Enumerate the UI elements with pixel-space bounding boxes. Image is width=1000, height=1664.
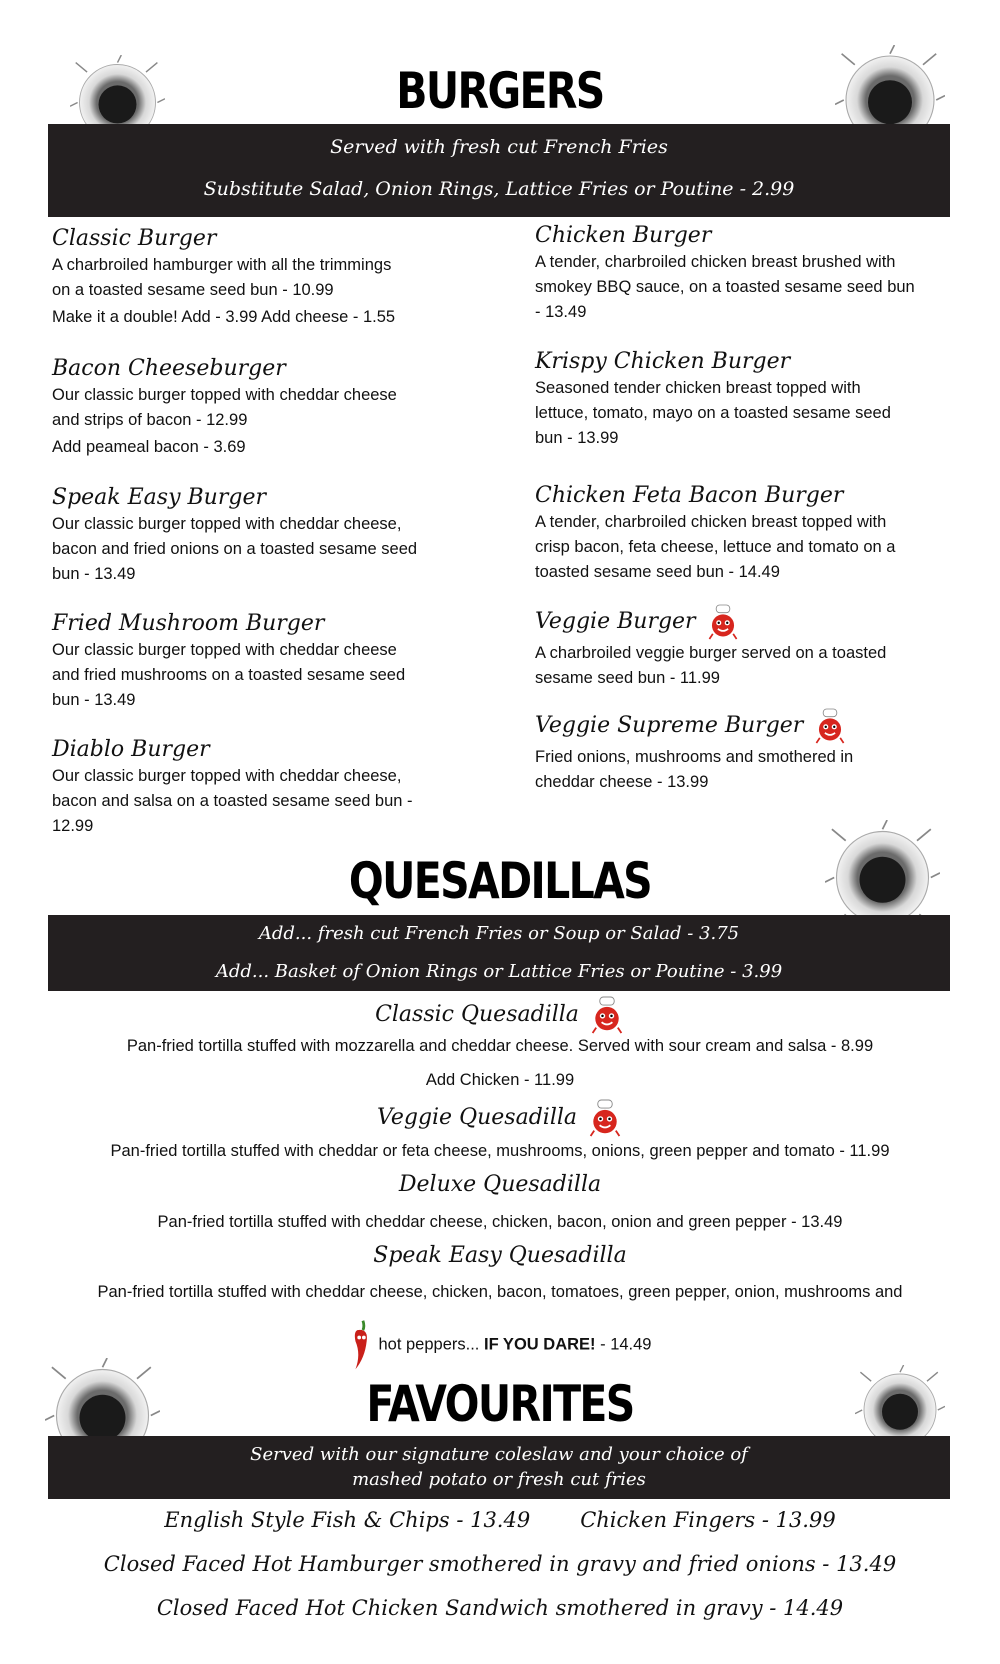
burgers-band-line2: Substitute Salad, Onion Rings, Lattice Fries or Poutine - 2.99	[203, 178, 795, 200]
item-desc: smokey BBQ sauce, on a toasted sesame seed bun	[535, 278, 915, 296]
item-name: Diablo Burger	[52, 737, 210, 762]
menu-item-veggie-supreme-burger	[535, 707, 965, 795]
quesadillas-band-line1: Add... fresh cut French Fries or Soup or Salad - 3.75	[258, 923, 740, 944]
item-name: Chicken Feta Bacon Burger	[535, 483, 844, 508]
chili-pepper-icon	[348, 1318, 376, 1372]
favourites-row-1	[0, 1508, 1000, 1532]
burgers-band	[48, 124, 950, 217]
item-desc: Seasoned tender chicken breast topped with	[535, 379, 861, 397]
item-desc: A charbroiled veggie burger served on a toasted	[535, 644, 887, 662]
menu-item-fried-mushroom-burger	[52, 610, 472, 713]
item-desc: Fried onions, mushrooms and smothered in	[535, 748, 854, 766]
item-name: Speak Easy Burger	[52, 485, 266, 510]
menu-item-speak-easy-burger	[52, 484, 472, 587]
classic-quesadilla-desc: Pan-fried tortilla stuffed with mozzarella and cheddar cheese. Served with sour cream and salsa - 8.99	[126, 1037, 874, 1055]
item-desc: on a toasted sesame seed bun - 10.99	[52, 281, 334, 299]
item-name: Classic Burger	[52, 226, 217, 251]
item-desc: cheddar cheese - 13.99	[535, 773, 709, 791]
menu-item-chicken-burger	[535, 222, 965, 325]
menu-item-bacon-cheeseburger	[52, 355, 472, 460]
speak-easy-quesadilla-desc-2: hot peppers... IF YOU DARE! - 14.49	[0, 1318, 1000, 1372]
menu-item-veggie-burger	[535, 603, 965, 691]
quesadillas-band-line2: Add... Basket of Onion Rings or Lattice Fries or Poutine - 3.99	[215, 961, 783, 982]
item-name: Veggie Supreme Burger	[535, 707, 965, 745]
item-desc: Our classic burger topped with cheddar cheese,	[52, 767, 402, 785]
item-desc: bun - 13.49	[52, 691, 136, 709]
item-desc: and strips of bacon - 12.99	[52, 411, 248, 429]
tomato-chef-icon	[589, 995, 625, 1035]
item-desc: bun - 13.49	[52, 565, 136, 583]
tomato-chef-icon	[587, 1098, 623, 1138]
veggie-quesadilla-desc: Pan-fried tortilla stuffed with cheddar or feta cheese, mushrooms, onions, green pepper and tomato - 11.99	[110, 1142, 890, 1160]
item-desc: bun - 13.99	[535, 429, 619, 447]
classic-quesadilla-add: Add Chicken - 11.99	[425, 1071, 575, 1089]
burgers-band-line1: Served with fresh cut French Fries	[330, 136, 668, 158]
item-desc: bacon and salsa on a toasted sesame seed bun -	[52, 792, 413, 810]
menu-item-krispy-chicken-burger	[535, 348, 965, 451]
item-name: Fried Mushroom Burger	[52, 611, 325, 636]
deluxe-quesadilla-name: Deluxe Quesadilla	[398, 1172, 602, 1197]
item-desc: crisp bacon, feta cheese, lettuce and tomato on a	[535, 538, 896, 556]
favourites-row-3: Closed Faced Hot Chicken Sandwich smothered in gravy - 14.49	[156, 1596, 844, 1620]
deluxe-quesadilla-desc: Pan-fried tortilla stuffed with cheddar cheese, chicken, bacon, onion and green pepper - 13.49	[157, 1213, 843, 1231]
item-desc: A charbroiled hamburger with all the trimmings	[52, 256, 392, 274]
favourites-title: FAVOURITES	[366, 1375, 634, 1433]
item-desc: toasted sesame seed bun - 14.49	[535, 563, 780, 581]
item-desc: lettuce, tomato, mayo on a toasted sesame seed	[535, 404, 891, 422]
menu-item-diablo-burger	[52, 736, 472, 839]
item-desc: sesame seed bun - 11.99	[535, 669, 720, 687]
item-desc: Make it a double! Add - 3.99 Add cheese - 1.55	[52, 308, 396, 326]
favourites-row-2: Closed Faced Hot Hamburger smothered in gravy and fried onions - 13.49	[103, 1552, 897, 1576]
item-desc: Our classic burger topped with cheddar cheese	[52, 641, 397, 659]
item-name: Chicken Burger	[535, 223, 712, 248]
favourites-band	[48, 1436, 950, 1499]
speak-easy-quesadilla-desc: Pan-fried tortilla stuffed with cheddar cheese, chicken, bacon, tomatoes, green pepper, onion, mushrooms and	[97, 1283, 903, 1301]
burgers-title: BURGERS	[396, 62, 604, 120]
speak-easy-quesadilla-name: Speak Easy Quesadilla	[373, 1243, 627, 1268]
tomato-chef-icon	[706, 603, 740, 641]
favourites-band-line2: mashed potato or fresh cut fries	[352, 1469, 646, 1490]
quesadillas-band	[48, 915, 950, 991]
item-desc: and fried mushrooms on a toasted sesame seed	[52, 666, 406, 684]
tomato-chef-icon	[813, 707, 847, 745]
item-desc: 12.99	[52, 817, 94, 835]
item-desc: Add peameal bacon - 3.69	[52, 438, 246, 456]
item-name: Bacon Cheeseburger	[52, 356, 286, 381]
fish-and-chips: English Style Fish & Chips - 13.49	[164, 1508, 531, 1532]
quesadillas-title: QUESADILLAS	[348, 852, 652, 910]
veggie-quesadilla-name: Veggie Quesadilla	[0, 1098, 1000, 1138]
item-desc: Our classic burger topped with cheddar cheese,	[52, 515, 402, 533]
item-name: Veggie Burger	[535, 603, 965, 641]
chicken-fingers: Chicken Fingers - 13.99	[580, 1508, 836, 1532]
menu-item-chicken-feta-bacon-burger	[535, 482, 965, 585]
classic-quesadilla-name: Classic Quesadilla	[0, 995, 1000, 1035]
item-desc: Our classic burger topped with cheddar cheese	[52, 386, 397, 404]
item-desc: bacon and fried onions on a toasted sesame seed	[52, 540, 418, 558]
item-desc: A tender, charbroiled chicken breast brushed with	[535, 253, 896, 271]
menu-item-classic-burger	[52, 225, 472, 330]
item-desc: A tender, charbroiled chicken breast topped with	[535, 513, 887, 531]
item-name: Krispy Chicken Burger	[535, 349, 791, 374]
favourites-band-line1: Served with our signature coleslaw and your choice of	[250, 1444, 748, 1465]
item-desc: - 13.49	[535, 303, 587, 321]
